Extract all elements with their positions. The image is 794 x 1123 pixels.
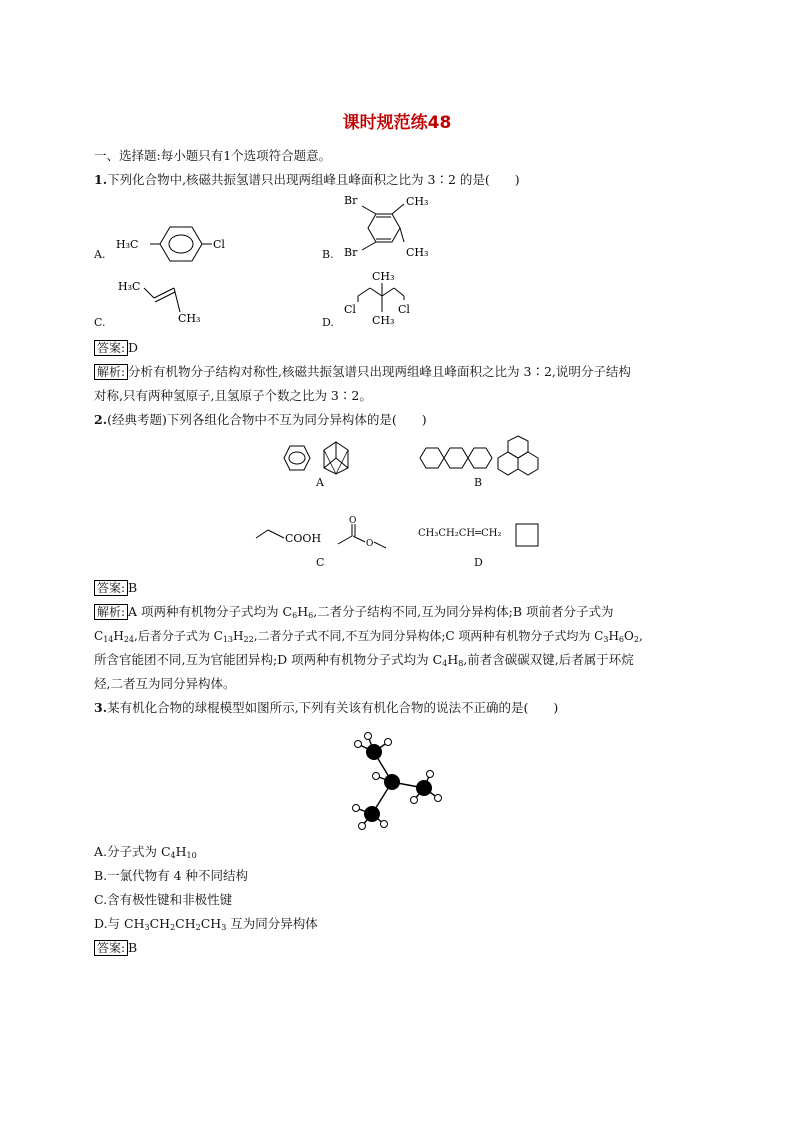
q1-answer-value: D (128, 340, 139, 355)
q1-molecule-d (342, 266, 432, 330)
q3-d-s4: 3 (221, 923, 227, 932)
q3-d-t3: CH (175, 916, 196, 931)
q3-answer-label: 答案: (94, 940, 128, 956)
q1-molecule-c (114, 276, 214, 326)
mol-d-ch3-top: CH₃ (372, 270, 395, 283)
mol-d-ch3-bottom: CH₃ (372, 314, 395, 327)
question-1-stem (94, 172, 520, 188)
hydrogen-atom (355, 741, 362, 748)
mol-d-cl-right: Cl (398, 303, 410, 316)
mol-c-cooh: COOH (285, 532, 322, 545)
q1-option-c-label: C. (94, 316, 106, 329)
question-3-text: 某有机化合物的球棍模型如图所示,下列有关该有机化合物的说法不正确的是( ) (107, 700, 559, 715)
mol-c-ch3: CH₃ (178, 312, 201, 325)
q3-d-s1: 3 (144, 923, 150, 932)
mol-a-h3c: H₃C (116, 238, 139, 251)
q2-an2-s7: 2 (633, 635, 639, 644)
q3-d-s3: 2 (195, 923, 201, 932)
carbon-atom (366, 744, 382, 760)
section-heading: 一、选择题:每小题只有1个选项符合题意。 (94, 148, 332, 163)
q3-a-t1: A.分子式为 C (94, 844, 171, 859)
mol-c-h3c: H₃C (118, 280, 141, 293)
q3-answer (94, 940, 137, 956)
q3-a-s1: 4 (170, 851, 176, 860)
q2-an1-text3: ,二者分子结构不同,互为同分异构体;B 项前者分子式为 (313, 604, 614, 619)
q2-answer-label: 答案: (94, 580, 128, 596)
question-1-number: 1. (94, 172, 108, 187)
q3-answer-value: B (128, 940, 138, 955)
q2-an2-t7: O (624, 629, 634, 643)
q2-an3-t2: H (447, 652, 459, 667)
q2-analysis-line-3 (94, 652, 634, 672)
q2-an2-t2: H (113, 629, 124, 643)
q2-an2-s3: 13 (222, 635, 234, 644)
page-title: 课时规范练48 (342, 113, 452, 133)
q2-an2-t5: ,二者分子式不同,不互为同分异构体;C 项两种有机物分子式均为 C (253, 629, 604, 643)
q2-label-c: C (316, 556, 325, 569)
q2-an2-t8: , (638, 629, 643, 643)
q2-label-a: A (316, 476, 324, 489)
q3-option-d (94, 916, 318, 936)
q3-a-t2: H (175, 844, 187, 859)
mol-d-cl-left: Cl (344, 303, 356, 316)
q2-an2-s2: 24 (123, 635, 135, 644)
q1-analysis-line-2: 对称,只有两种氢原子,且氢原子个数之比为 3∶2。 (94, 388, 372, 403)
q2-answer-value: B (128, 580, 138, 595)
q2-an2-t4: H (233, 629, 244, 643)
q2-analysis-line-1 (94, 604, 614, 624)
question-3-number: 3. (94, 700, 108, 715)
mol-b-ch3-bottom: CH₃ (406, 246, 429, 259)
q2-group-c (254, 514, 394, 558)
q2-an3-t3: ,前者含碳碳双键,后者属于环烷 (463, 652, 634, 667)
mol-c-o-ester: O (366, 539, 374, 549)
q2-an1-sub2: 6 (308, 611, 314, 620)
q2-group-b (414, 432, 544, 480)
question-2-number: 2. (94, 412, 108, 427)
question-2-stem (94, 412, 427, 428)
q3-option-b: B.一氯代物有 4 种不同结构 (94, 868, 249, 883)
q3-option-a (94, 844, 197, 864)
mol-b-br-bottom: Br (344, 246, 358, 259)
question-3-stem (94, 700, 558, 716)
q2-an1-text: A 项两种有机物分子式均为 C (128, 604, 293, 619)
mol-a-cl: Cl (213, 238, 225, 251)
q3-option-c: C.含有极性键和非极性键 (94, 892, 233, 907)
q3-d-s2: 2 (170, 923, 176, 932)
q3-ball-stick-model (344, 730, 454, 830)
q3-d-t5: 互为同分异构体 (226, 916, 318, 931)
q2-group-d-cyclobutane (514, 522, 540, 548)
q1-molecule-b (338, 190, 448, 264)
q1-analysis-text-1: 分析有机物分子结构对称性,核磁共振氢谱只出现两组峰且峰面积之比为 3∶2,说明分子结构 (128, 364, 631, 379)
q1-option-b-label: B. (322, 248, 334, 261)
q2-an3-t1: 所含官能团不同,互为官能团异构;D 项两种有机物分子式均为 C (94, 652, 443, 667)
q2-label-d: D (474, 556, 483, 569)
q2-an2-t3: ,后者分子式为 C (134, 629, 223, 643)
mol-c-o-carbonyl: O (349, 516, 357, 526)
q1-analysis-label: 解析: (94, 364, 128, 380)
q2-an3-s2: 8 (458, 659, 464, 668)
q2-label-b: B (474, 476, 483, 489)
q1-option-a-label: A. (94, 248, 106, 261)
q2-an2-t6: H (608, 629, 619, 643)
q2-an3-s1: 4 (442, 659, 448, 668)
q2-analysis-line-2 (94, 628, 643, 648)
q1-answer-label: 答案: (94, 340, 128, 356)
q1-analysis-line-1 (94, 364, 631, 380)
q2-analysis-line-4: 烃,二者互为同分异构体。 (94, 676, 236, 691)
q2-analysis-label: 解析: (94, 604, 128, 620)
q2-group-d-formula: CH₃CH₂CH═CH₂ (418, 528, 502, 539)
q1-answer (94, 340, 138, 356)
q2-an2-s5: 3 (603, 635, 609, 644)
question-1-text: 下列化合物中,核磁共振氢谱只出现两组峰且峰面积之比为 3∶2 的是( ) (107, 172, 520, 187)
q2-an2-s1: 14 (103, 635, 114, 644)
question-2-text: (经典考题)下列各组化合物中不互为同分异构体的是( ) (107, 412, 427, 427)
q2-an1-sub: 6 (292, 611, 298, 620)
q1-molecule-a (110, 222, 240, 266)
q1-option-d-label: D. (322, 316, 334, 329)
q2-an1-text2: H (297, 604, 309, 619)
q2-answer (94, 580, 137, 596)
q3-d-t4: CH (200, 916, 222, 931)
q3-d-t2: CH (149, 916, 171, 931)
q3-d-t1: D.与 CH (94, 916, 145, 931)
q2-group-a (276, 438, 366, 478)
mol-b-ch3-top: CH₃ (406, 195, 429, 208)
q2-an2-s4: 22 (243, 635, 254, 644)
q2-an2-t1: C (94, 629, 104, 643)
q3-a-s2: 10 (186, 851, 197, 860)
mol-b-br-top: Br (344, 194, 358, 207)
q2-an2-s6: 6 (618, 635, 625, 644)
